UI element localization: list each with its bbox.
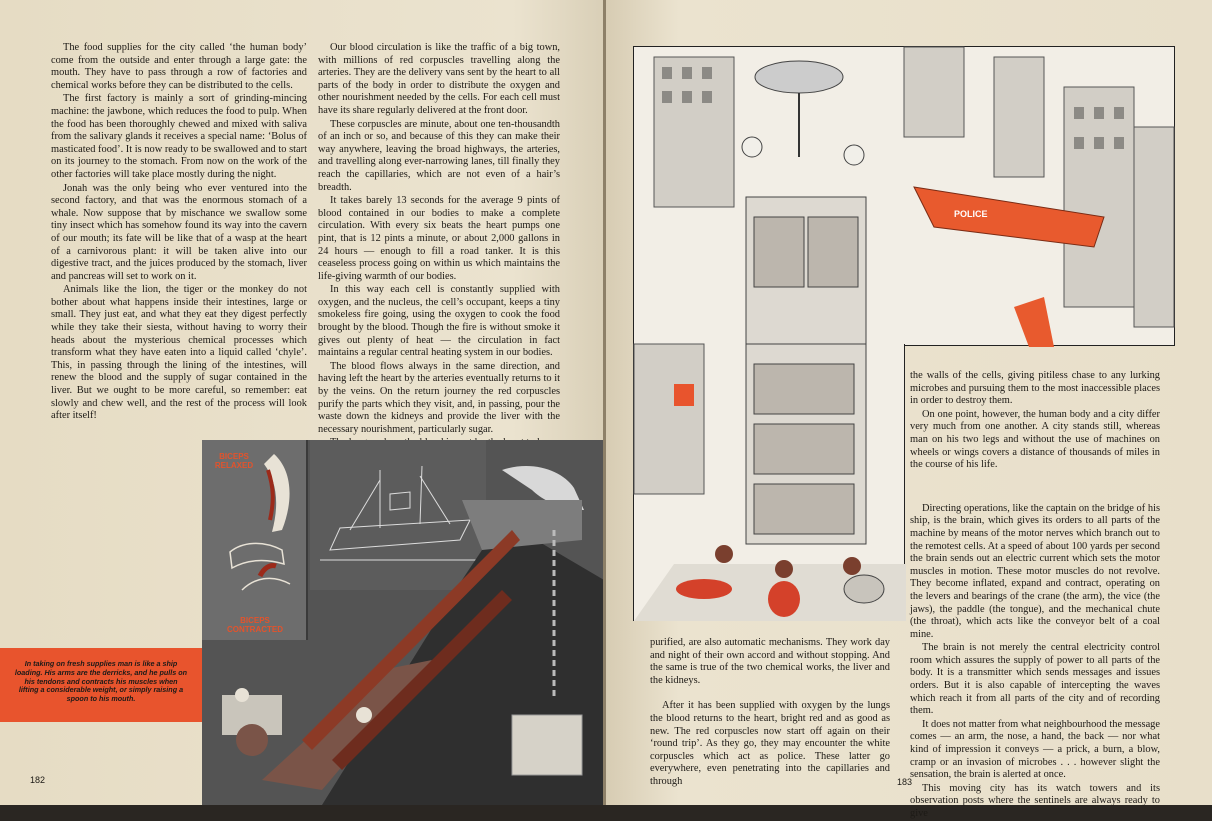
right-column-2	[910, 370, 1160, 819]
right-column-1	[650, 637, 890, 787]
city-buildings-icon	[634, 47, 1176, 347]
paragraph: In this way each cell is constantly supplied with oxygen, and the nucleus, the cell’s occupant, keeps a tiny smokeless fire going, using the oxygen to cook the food brought by the blood. Though the fire is without smoke it gives out plenty of heat — the circulation in fact maintains a regular central heating system in our bodies.	[318, 284, 560, 359]
paragraph: On one point, however, the human body and a city differ very much from one another. A city stands still, whereas man on his two legs and without the use of machines on wheels or wings covers a distance of thousands of miles in the course of his life.	[910, 408, 1160, 471]
paragraph: It does not matter from what neighbourhood the message comes — an arm, the nose, a hand, the back — nor what kind of impression it conveys — a prick, a burn, a blow, cramp or an invasion of microbes . . . however slight the sensation, the brain is alerted at once.	[910, 718, 1160, 781]
paragraph: purified, are also automatic mechanisms. They work day and night of their own accord and without stopping. And the same is true of the two chemical works, the liver and the kidneys.	[650, 637, 890, 686]
police-helicopter-label: POLICE	[954, 209, 988, 219]
crane-arm-icon	[202, 440, 604, 805]
paragraph: The brain is not merely the central electricity control room which assures the supply of power to all parts of the body. It is a transmitter which sends messages and issues orders. But it is also capable of intercepting the waves which reach it from all parts of the city and of recording them.	[910, 642, 1160, 717]
illustration-caption: In taking on fresh supplies man is like a ship loading. His arms are the derricks, and he pulls on his tendons and contracts his muscles when lifting a considerable weight, or simply raising a spoon to his mouth.	[0, 648, 202, 722]
paragraph: This moving city has its watch towers and its observation posts where the sentinels are always ready to give	[910, 782, 1160, 819]
paragraph: These corpuscles are minute, about one ten-thousandth of an inch or so, and because of this they can make their way anywhere, leaving the broad highways, the arteries, and travelling along ever-narrowing lanes, till finally they reach the capillaries, which are not even of a hair’s breadth.	[318, 118, 560, 193]
paragraph: The food supplies for the city called ‘the human body’ come from the outside and enter through a large gate: the mouth. They have to pass through a row of factories and chemical works before they can be distributed to the cells.	[51, 42, 307, 91]
paragraph: It takes barely 13 seconds for the average 9 pints of blood contained in our bodies to make a complete circulation. With every six beats the heart pumps one pint, that is 12 pints a minute, or about 2,000 gallons in 24 hours — enough to fill a road tanker. It is this ceaseless process going on within us which maintains the life-giving warmth of our bodies.	[318, 195, 560, 282]
paragraph: The first factory is mainly a sort of grinding-mincing machine: the jawbone, which reduces the food to pulp. When the food has been thoroughly chewed and mixed with saliva from the salivary glands it receives a special name: ‘Bolus of masticated food’. It is now ready to be swallowed and to start on its journey to the stomach. From now on the work of the other factories will take place mostly during the night.	[51, 93, 307, 180]
left-page	[0, 0, 604, 805]
tower-scene	[633, 344, 905, 621]
paragraph: Our blood circulation is like the traffic of a big town, with millions of red corpuscles travelling along the arteries. They are the delivery vans sent by the heart to all parts of the body in order to distribute the oxygen and other nourishment needed by the cells. For each cell must have its share regularly delivered at the front door.	[318, 42, 560, 116]
city-scene	[633, 46, 1175, 346]
paragraph: the walls of the cells, giving pitiless chase to any lurking microbes and pursuing them to the most inaccessible places in order to destroy them.	[910, 370, 1160, 407]
paragraph: Jonah was the only being who ever ventured into the second factory, and that was the enormous stomach of a whale. Now suppose that by mischance we swallow some tiny insect which has somehow found its way into the cavern of our mouth; its fate will be like that of a wasp at the heart of a carnivorous plant: it will be taken alive into our digestive tract, and the juices produced by the stomach, liver and pancreas will set to work on it.	[51, 182, 307, 282]
left-column-2	[318, 42, 560, 462]
paragraph: Directing operations, like the captain on the bridge of his ship, is the brain, which gives its orders to all parts of the machine by means of the motor nerves which branch out to the remotest cells. At a speed of about 100 yards per second the brain sends out an electric current which sets the motor muscles in motion. These motor muscles do not revolve. They become inflated, expand and contract, operating on the levers and bearings of the crane (the arm), the vice (the jaws), the paddle (the tongue), and the mechanical chute (the throat), which acts like the conveyor belt of a coal mine.	[910, 502, 1160, 640]
left-column-1	[51, 42, 307, 462]
tower-building-icon	[634, 344, 906, 621]
page-number: 183	[897, 777, 913, 787]
paragraph: After it has been supplied with oxygen by the lungs the blood returns to the heart, bright red and as good as new. The red corpuscles now start off again on their ‘round trip’. As they go, they may encounter the white corpuscles which act as police. These latter go everywhere, even penetrating into the capillaries and through	[650, 700, 890, 787]
biceps-relaxed-label: BICEPS RELAXED	[214, 452, 254, 470]
arm-crane-illustration	[202, 440, 604, 805]
page-number: 182	[30, 775, 46, 785]
biceps-contracted-label: BICEPS CONTRACTED	[227, 616, 283, 634]
paragraph: The blood flows always in the same direction, and having left the heart by the arteries eventually returns to it by the veins. On the return journey the red corpuscles purify the parts which they visit, and, in passing, pour the waste down the kidneys and provide the liver with the necessary nourishment, particularly sugar.	[318, 360, 560, 435]
paragraph: Animals like the lion, the tiger or the monkey do not bother about what happens inside their intestines, large or small. They just eat, and what they eat they digest perfectly while they take their siesta, without having to worry their heads about the mysterious chemical processes which transform what they have eaten into a liquid called ‘chyle’. This, in passing through the lining of the intestines, will renew the blood and the supply of sugar contained in the liver. But we ought to be more careful, so remember: eat slowly and chew well, and the rest of the process will look after itself!	[51, 284, 307, 422]
